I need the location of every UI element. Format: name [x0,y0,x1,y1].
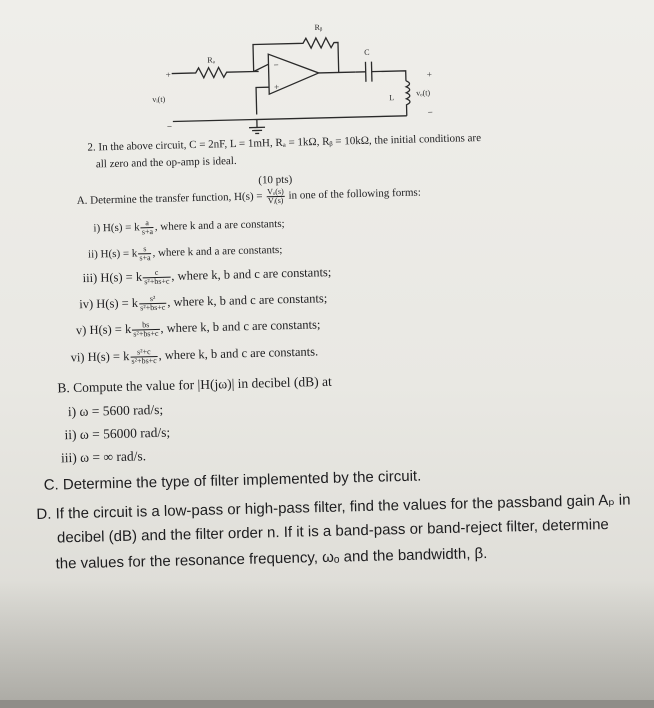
form-numerator: s² [139,295,166,305]
form-label: i) H(s) = k [93,221,140,234]
opamp-inverting-wire [253,64,268,71]
l-label: L [389,93,394,102]
vi-label: vᵢ(t) [152,95,165,104]
part-b-item-ii: ii) ω = 56000 rad/s; [64,425,170,444]
form-denominator: s+a [141,228,154,236]
fraction-denominator: Vᵢ(s) [266,197,285,205]
form-fraction [143,269,171,287]
c-label: C [364,48,370,57]
part-d-line1: D. If the circuit is a low-pass or high-pass filter, find the values for the passband gain Aₚ in [36,490,630,523]
part-b-question: B. Compute the value for |H(jω)| in decibel (dB) at [57,374,332,397]
form-item-ii [88,242,283,264]
opamp-plus-sign: + [274,82,279,92]
part-a-prefix: A. Determine the transfer function, H(s) = [77,190,263,207]
form-text: , where k, b and c are constants. [158,344,318,362]
form-numerator: a [140,219,153,228]
form-numerator: s²+c [130,348,157,358]
part-a-question [77,184,421,209]
part-b-item-i: i) ω = 5600 rad/s; [68,402,164,420]
form-label: iv) H(s) = k [79,296,138,311]
form-denominator: s²+bs+c [139,304,166,313]
form-fraction [130,348,158,366]
vo-label: vₒ(t) [416,88,430,97]
form-item-i [93,216,285,238]
form-item-vi [70,344,318,367]
form-text: , where k, b and c are constants; [167,291,327,309]
form-label: iii) H(s) = k [82,270,142,285]
form-numerator: bs [132,321,159,331]
vi-minus: − [167,122,172,132]
transfer-function-fraction [266,188,285,205]
form-item-iii [82,265,331,288]
form-fraction [139,295,167,313]
form-label: vi) H(s) = k [70,349,129,364]
form-text: , where k, b and c are constants; [171,265,331,283]
vi-plus: + [166,70,171,80]
part-d-line3: the values for the resonance frequency, ωₒ and the bandwidth, β. [55,545,487,573]
ground-rail [173,116,407,122]
opamp-minus-sign: − [273,60,278,70]
form-item-v [76,317,321,340]
form-fraction [138,245,152,262]
form-fraction [132,321,160,339]
form-label: v) H(s) = k [76,322,132,337]
form-text: , where k and a are constants; [155,218,285,233]
form-text: , where k and a are constants; [152,244,282,259]
part-b-item-iii: iii) ω = ∞ rad/s. [61,448,146,466]
circuit-diagram [142,14,465,137]
opamp-output-wire [319,72,356,73]
problem-statement-line1: 2. In the above circuit, C = 2nF, L = 1mH, Rₐ = 1kΩ, Rᵦ = 10kΩ, the initial conditions are [87,132,481,154]
form-denominator: s²+bs+c [130,357,157,366]
form-numerator: s [138,245,151,254]
form-text: , where k, b and c are constants; [160,317,320,335]
form-denominator: s²+bs+c [132,330,159,339]
fraction-numerator: Vₒ(s) [266,188,285,197]
part-c-question: C. Determine the type of filter implemented by the circuit. [44,468,422,494]
inductor [406,81,410,116]
problem-statement-line2: all zero and the op-amp is ideal. [96,155,237,170]
form-fraction [140,219,154,236]
vo-minus: − [428,107,433,117]
opamp-noninverting-wire [256,87,270,114]
part-d-line2: decibel (dB) and the filter order n. If it is a band-pass or band-reject filter, determine [57,516,609,546]
rb-resistor [253,37,339,74]
rb-label: Rᵦ [314,23,323,32]
ra-label: Rₐ [207,55,216,64]
part-a-suffix: in one of the following forms: [288,187,421,202]
form-numerator: c [143,269,170,279]
form-denominator: s+a [138,254,151,262]
form-denominator: s²+bs+c [143,278,170,287]
form-item-iv [79,291,327,314]
points-label: (10 pts) [258,174,292,187]
ra-resistor [172,66,259,78]
vo-plus: + [427,69,432,79]
form-label: ii) H(s) = k [88,247,138,260]
